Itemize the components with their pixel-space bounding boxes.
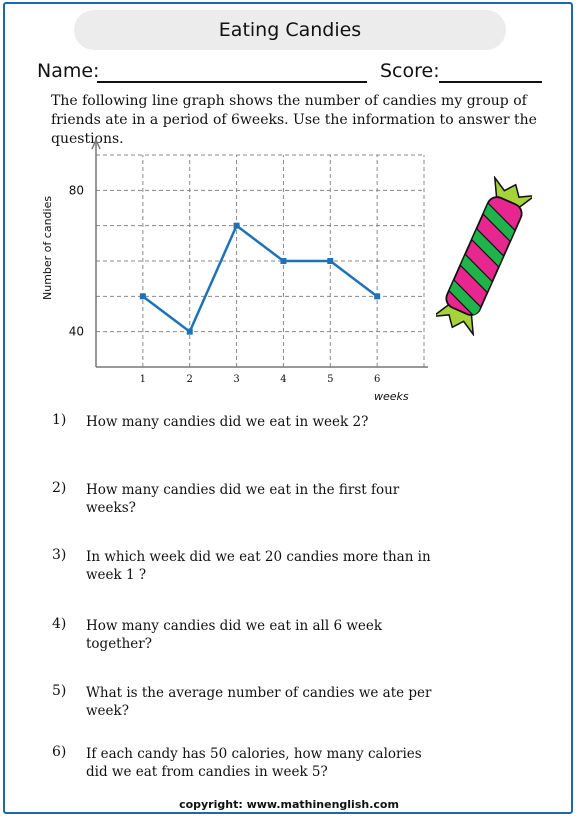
data-point <box>374 293 380 299</box>
y-tick-label: 80 <box>68 183 84 198</box>
copyright-footer: copyright: www.mathinenglish.com <box>179 798 399 811</box>
y-axis-label: Number of candies <box>41 195 54 300</box>
chart-series <box>140 223 380 335</box>
question-text: If each candy has 50 calories, how many calories did we eat from candies in week 5? <box>86 746 422 780</box>
score-label: Score: <box>380 60 440 82</box>
x-tick-label: 4 <box>280 374 287 385</box>
question-text: In which week did we eat 20 candies more than in week 1 ? <box>86 549 431 583</box>
x-tick-label: 2 <box>186 374 193 385</box>
data-point <box>140 293 146 299</box>
data-point <box>327 258 333 264</box>
data-point <box>234 223 240 229</box>
page-title: Eating Candies <box>74 10 506 50</box>
question-number: 1) <box>52 412 67 428</box>
x-tick-label: 5 <box>327 374 334 385</box>
question-text: How many candies did we eat in all 6 week together? <box>86 618 383 652</box>
chart-grid <box>96 155 424 367</box>
question-text: What is the average number of candies we ate per week? <box>86 685 432 719</box>
question-number: 3) <box>52 547 67 563</box>
question-number: 5) <box>52 683 67 699</box>
candy-icon <box>436 176 532 336</box>
x-tick-label: 6 <box>373 374 381 385</box>
question-text: How many candies did we eat in the first four weeks? <box>86 482 400 516</box>
series-line <box>143 226 377 332</box>
question-number: 6) <box>52 744 67 760</box>
intro-text: The following line graph shows the number of candies my group of friends ate in a period of 6weeks. Use the information to answer the questions. <box>51 93 537 147</box>
data-point <box>187 329 193 335</box>
y-tick-label: 40 <box>68 324 84 339</box>
question-number: 2) <box>52 480 67 496</box>
x-tick-label: 1 <box>139 374 147 385</box>
name-label: Name: <box>37 60 100 82</box>
data-point <box>280 258 286 264</box>
x-axis-label: weeks <box>374 390 409 403</box>
x-tick-label: 3 <box>233 374 240 385</box>
chart-ticks <box>69 183 381 385</box>
question-text: How many candies did we eat in week 2? <box>86 414 369 430</box>
question-number: 4) <box>52 616 67 632</box>
